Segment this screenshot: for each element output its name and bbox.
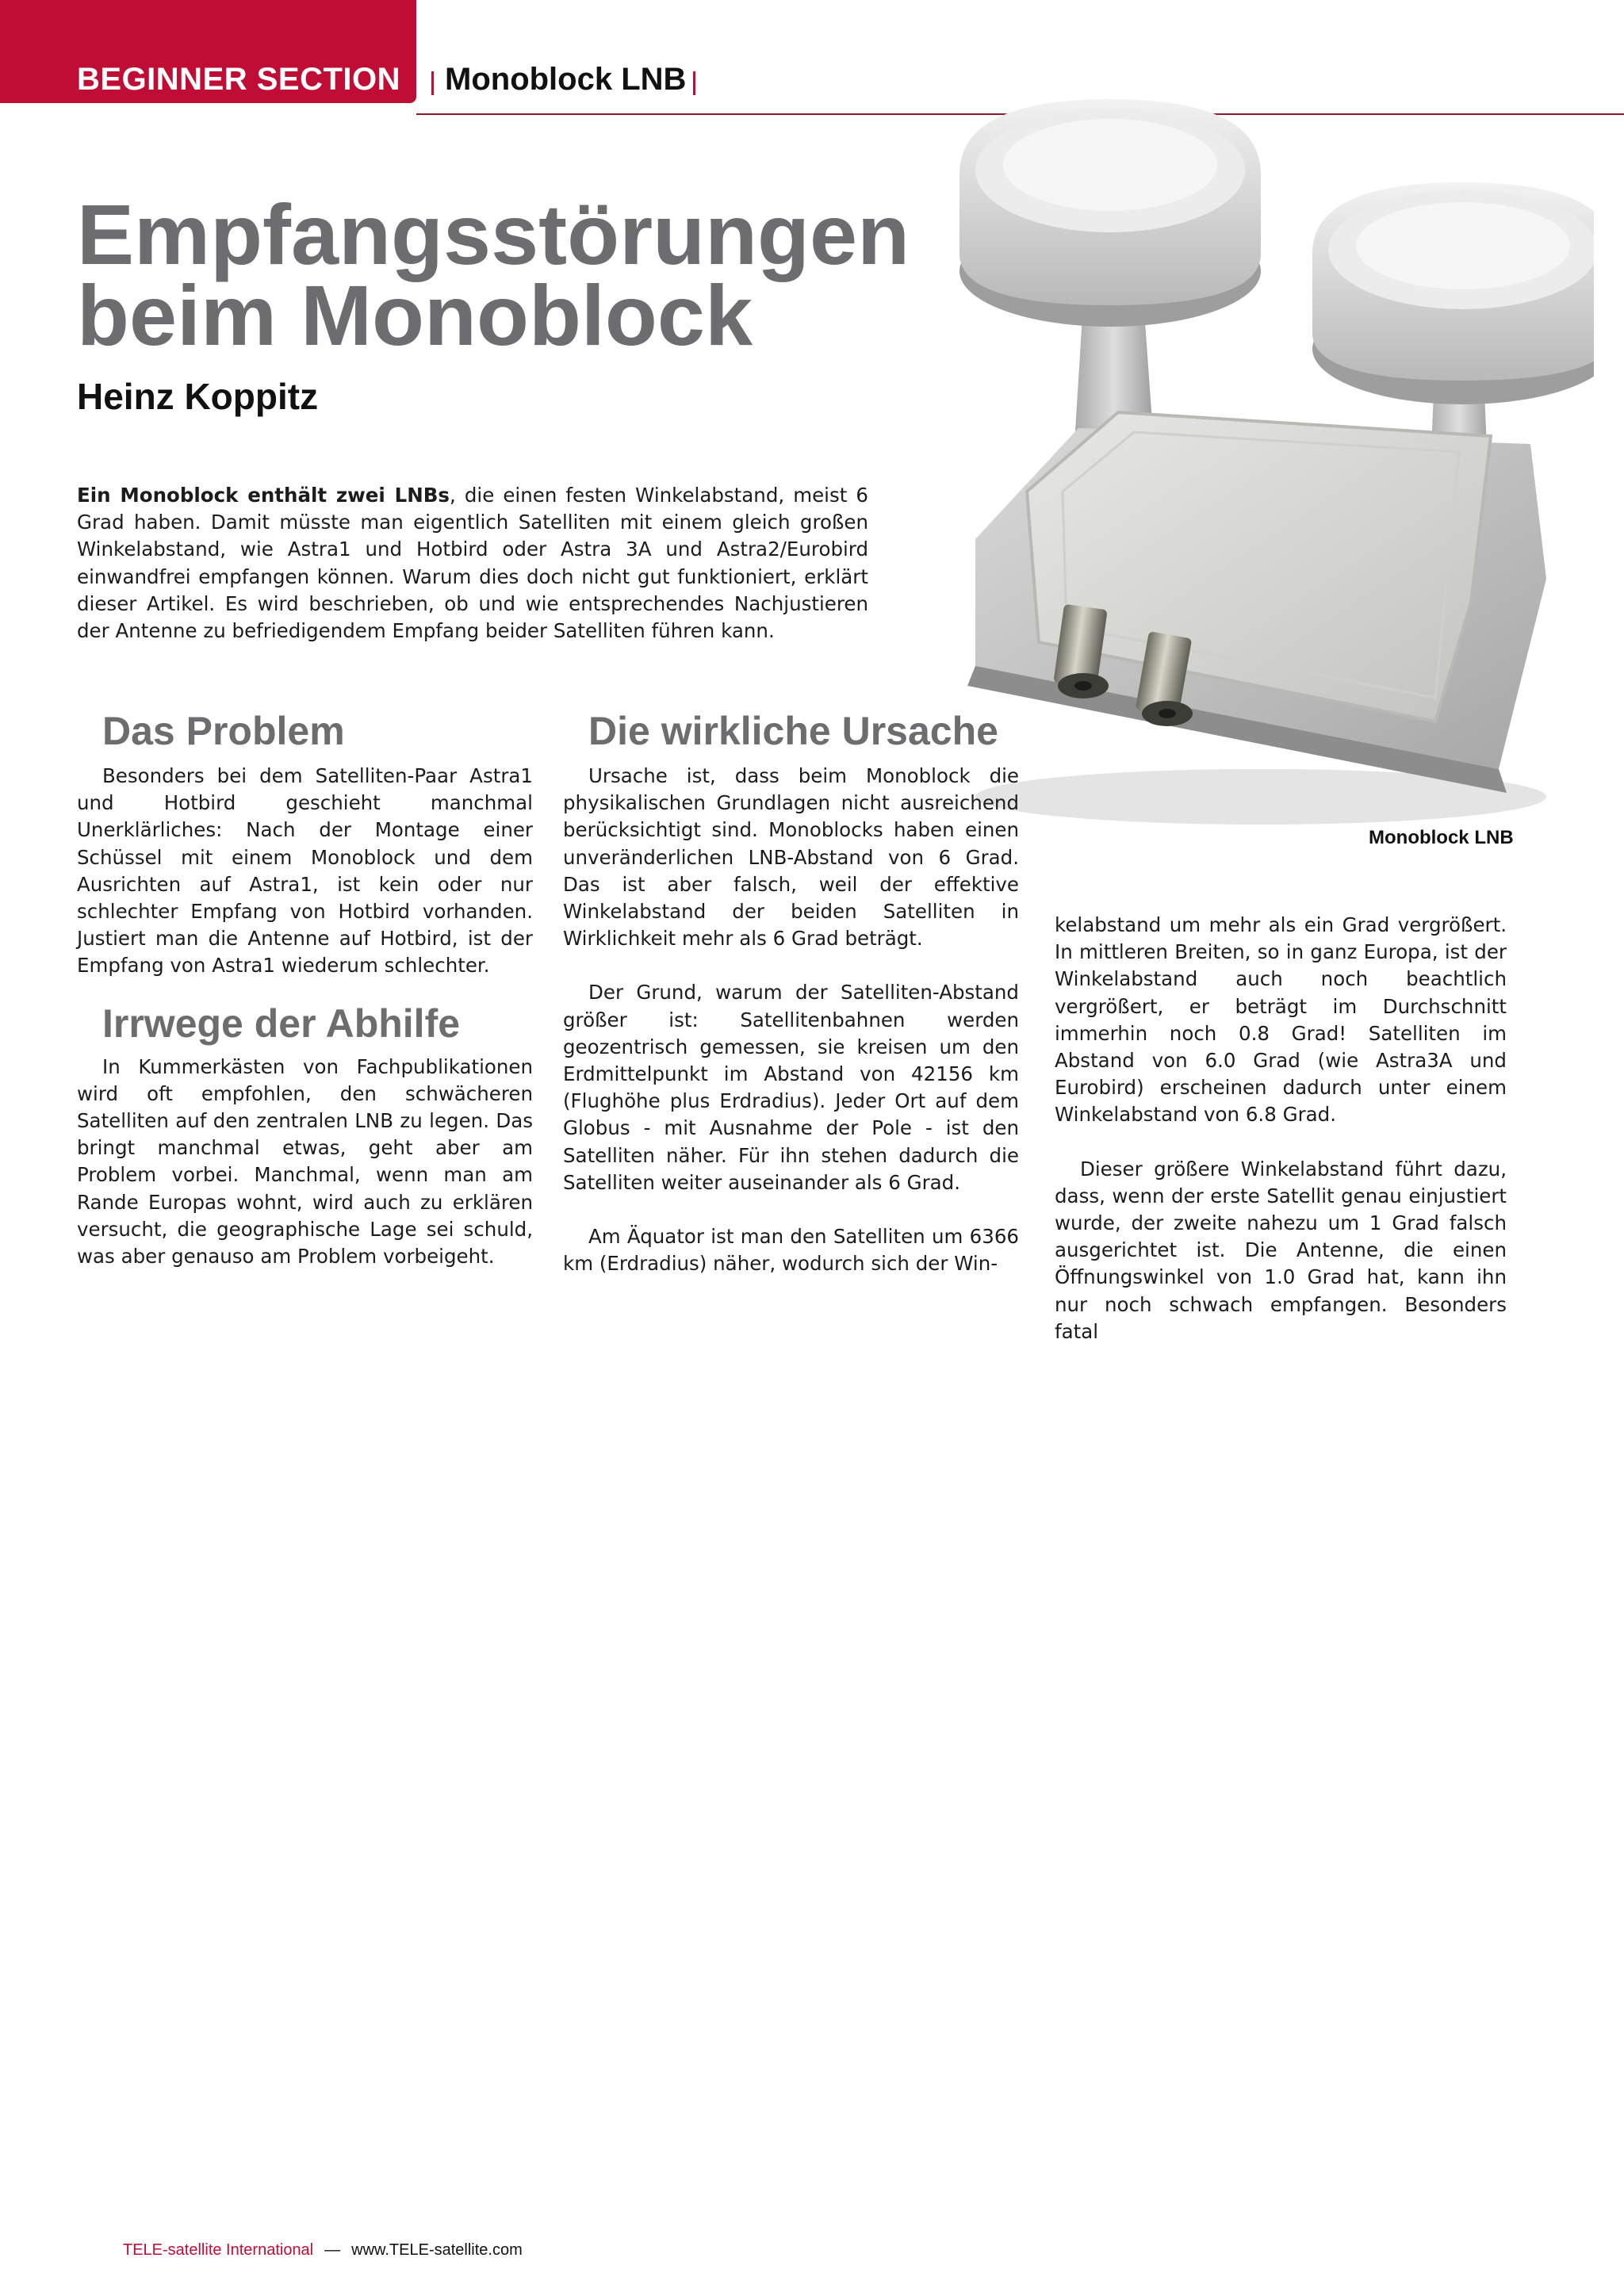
paragraph-ursache-2: Der Grund, warum der Satelliten-Abstand größer ist: Satellitenbahnen werden geozentrisch gemessen, sie kreisen um den Erdmittelpunkt im Abstand von 42156 km (Flughöhe plus Erdradius). Jeder Ort auf dem Globus - mit Ausnahme der Pole - ist den Satelliten näher. Für ihn stehen dadurch die Satelliten weiter auseinander als 6 Grad. xyxy=(563,981,1019,1194)
section-heading-irrwege: Irrwege der Abhilfe xyxy=(102,1001,461,1046)
section-label: BEGINNER SECTION xyxy=(77,62,401,97)
section-heading-problem: Das Problem xyxy=(102,709,345,753)
footer-separator: — xyxy=(324,2241,341,2259)
footer-url[interactable]: www.TELE-satellite.com xyxy=(351,2241,523,2259)
section-heading-ursache: Die wirkliche Ursache xyxy=(588,709,998,753)
paragraph-irrwege: In Kummerkästen von Fachpublikationen wird oft empfohlen, den schwächeren Satelliten auf den zentralen LNB zu legen. Das bringt manchmal etwas, geht aber am Problem vorbei. Manchmal, wenn man am Rande Europas wohnt, wird auch zu erklären versucht, die geographische Lage sei schuld, was aber genauso am Problem vorbeigeht. xyxy=(77,1054,533,1269)
article-title: Empfangsstörungen beim Monoblock xyxy=(77,186,910,363)
footer-publication: TELE-satellite International xyxy=(123,2241,314,2259)
paragraph-problem: Besonders bei dem Satelliten-Paar Astra1 und Hotbird geschieht manchmal Unerklärliches: Nach der Montage einer Schüssel mit einem Monoblock und dem Ausrichten auf Astra1, ist kein oder nur schlechter Empfang von Hotbird vorhanden. Justiert man die Antenne auf Hotbird, ist der Empfang von Astra1 wiederum schlechter. xyxy=(77,764,533,978)
paragraph-ursache-3-continued: kelabstand um mehr als ein Grad vergrößert. In mittleren Breiten, so in ganz Europa, ist der Winkelabstand auch noch beachtlich vergrößert, er beträgt im Durchschnitt immerhin noch 0.8 Grad! Satelliten im Abstand von 6.0 Grad (wie Astra3A und Eurobird) erscheinen dadurch unter einem Winkelabstand von 6.8 Grad. xyxy=(1055,913,1507,1127)
column-3 xyxy=(1055,912,1507,1345)
photo-caption: Monoblock LNB xyxy=(1369,827,1514,848)
paragraph-ursache-3: Am Äquator ist man den Satelliten um 6366 km (Erdradius) näher, wodurch sich der Win- xyxy=(563,1225,1019,1276)
article-author: Heinz Koppitz xyxy=(77,376,319,417)
header-divider xyxy=(693,71,695,95)
column-1 xyxy=(77,710,533,1270)
paragraph-ursache-4: Dieser größere Winkelabstand führt dazu, dass, wenn der erste Satellit genau einjustiert wurde, der zweite nahezu um 1 Grad falsch ausgerichtet ist. Die Antenne, die einen Öffnungswinkel von 1.0 Grad hat, kann ihn nur noch schwach empfangen. Besonders fatal xyxy=(1055,1157,1507,1343)
paragraph-ursache-1: Ursache ist, dass beim Monoblock die physikalischen Grundlagen nicht ausreichend berücksichtigt sind. Monoblocks haben einen unveränderlichen LNB-Abstand von 6 Grad. Das ist aber falsch, weil der effektive Winkelabstand der beiden Satelliten in Wirklichkeit mehr als 6 Grad beträgt. xyxy=(563,764,1019,951)
lead-bold: Ein Monoblock enthält zwei LNBs xyxy=(77,484,450,507)
article-lead xyxy=(77,482,868,645)
header-divider xyxy=(431,71,434,95)
column-2 xyxy=(563,710,1019,1277)
page-footer xyxy=(123,2241,523,2260)
topic-label: Monoblock LNB xyxy=(445,62,687,97)
lead-text: , die einen festen Winkelabstand, meist 6 Grad haben. Damit müsste man eigentlich Satelliten mit einem gleich großen Winkelabstand, wie Astra1 und Hotbird oder Astra 3A und Astra2/Eurobird einwandfrei empfangen können. Warum dies doch nicht gut funktioniert, erklärt dieser Artikel. Es wird beschrieben, ob und wie entsprechendes Nachjustieren der Antenne zu befriedigendem Empfang beider Satelliten führen kann. xyxy=(77,484,868,643)
